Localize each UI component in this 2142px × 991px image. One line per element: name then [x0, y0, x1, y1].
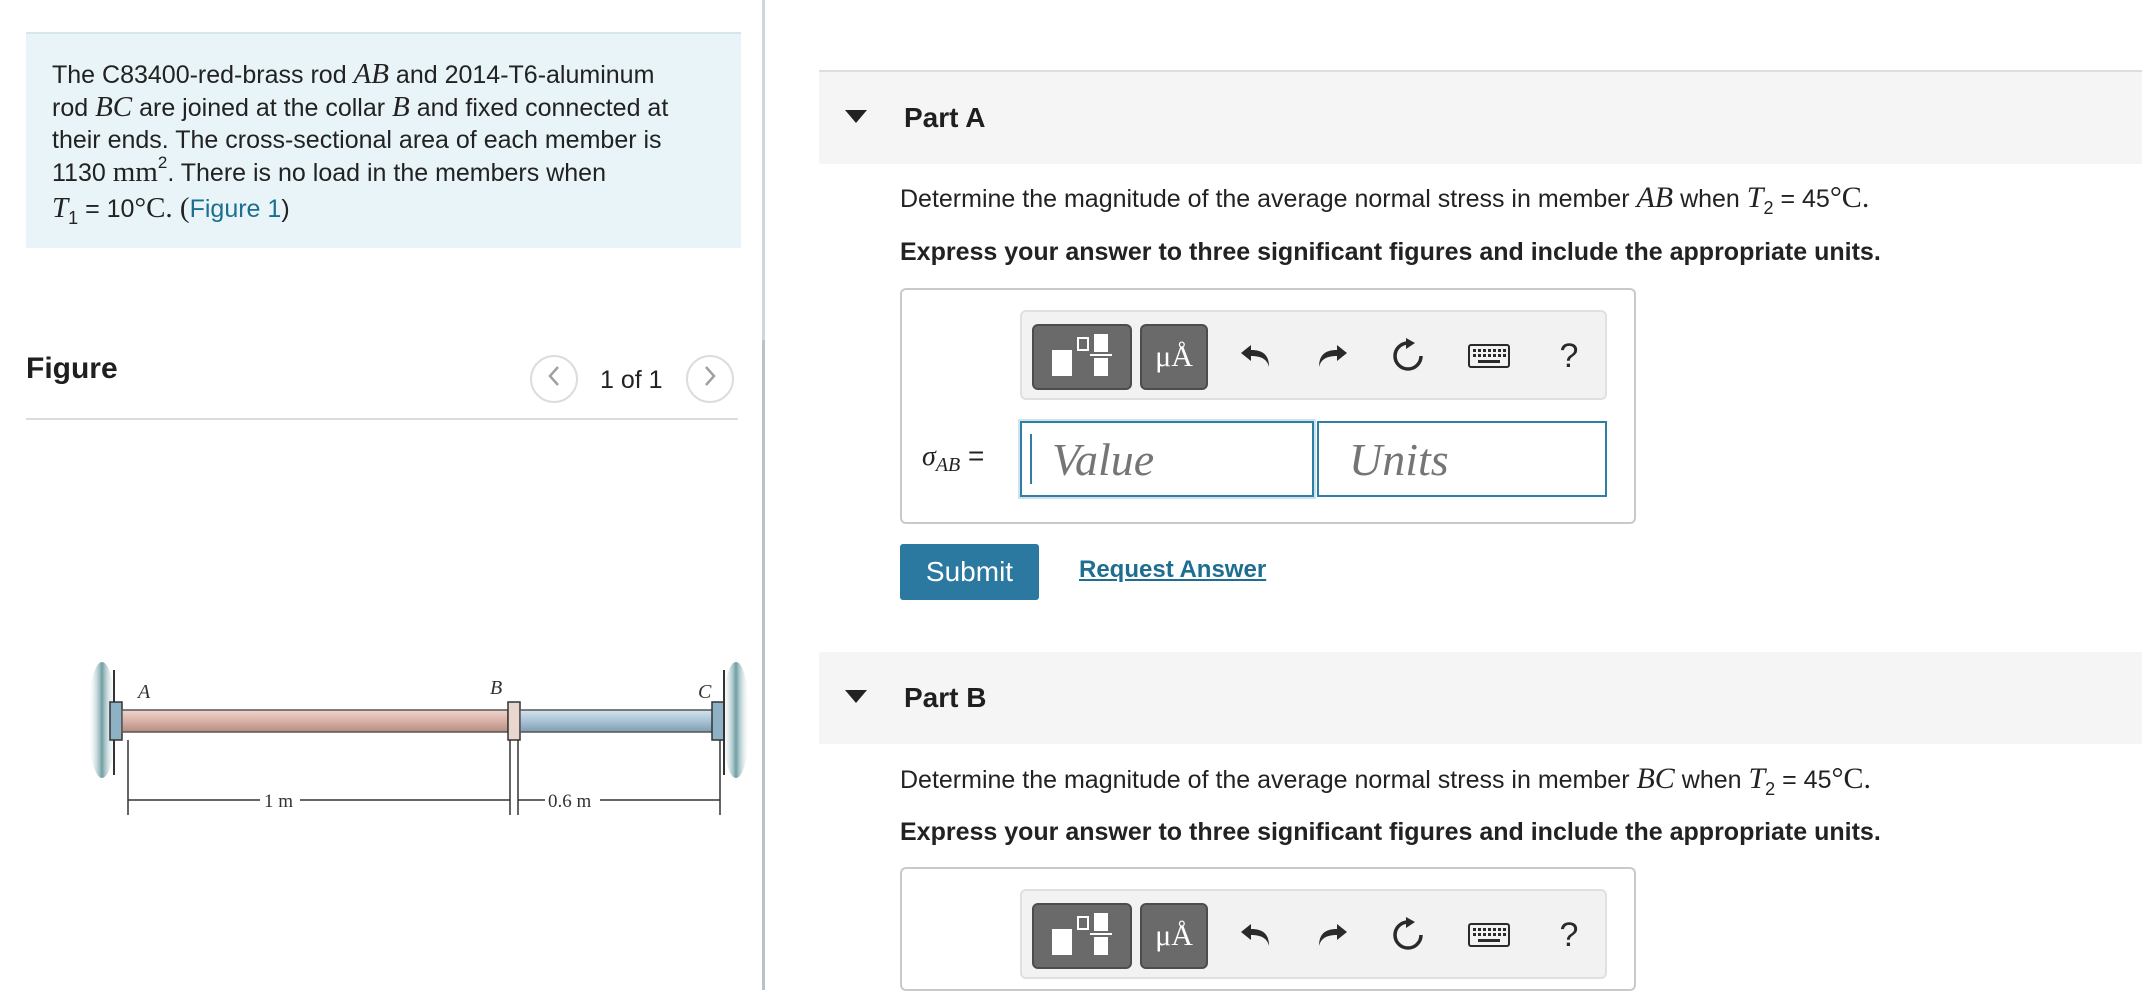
units-button[interactable]: μÅ	[1140, 903, 1208, 969]
figure-counter: 1 of 1	[600, 366, 663, 394]
part-b-title: Part B	[904, 682, 987, 713]
help-icon[interactable]: ?	[1559, 915, 1579, 954]
problem-text: rod	[52, 94, 96, 122]
next-figure-button[interactable]	[686, 355, 734, 403]
previous-figure-button[interactable]	[530, 355, 578, 403]
left-panel	[0, 0, 762, 990]
question-text: Determine the magnitude of the average normal stress in member	[900, 185, 1637, 213]
templates-icon	[1034, 375, 1130, 392]
temperature-symbol: T	[1748, 762, 1766, 795]
redo-icon[interactable]	[1308, 332, 1356, 380]
temperature-value: = 45	[1775, 766, 1832, 794]
templates-button[interactable]	[1032, 324, 1132, 390]
part-b-question	[900, 762, 1872, 799]
temperature-subscript: 1	[68, 208, 79, 228]
problem-text: their ends. The cross-sectional area of each member is	[52, 126, 662, 154]
label-a: A	[138, 681, 151, 703]
units-button[interactable]: μÅ	[1140, 324, 1208, 390]
dimension-lines	[128, 740, 720, 815]
part-a-header[interactable]	[819, 70, 2142, 164]
area-exponent: 2	[157, 153, 168, 172]
member-bc: BC	[1636, 762, 1675, 795]
part-b-header[interactable]	[819, 652, 2142, 744]
question-text: .	[1861, 181, 1870, 214]
label-b: B	[490, 677, 503, 699]
math-toolbar	[1020, 310, 1607, 400]
help-icon[interactable]: ?	[1559, 336, 1579, 375]
figure-heading: Figure	[26, 352, 118, 385]
sigma-ab-label	[922, 440, 985, 476]
temperature-value: = 10	[78, 195, 135, 223]
temperature-symbol: T	[1746, 181, 1764, 214]
left-wall	[88, 662, 122, 778]
temperature-unit: °C	[134, 192, 166, 224]
chevron-right-icon	[702, 362, 718, 396]
figure-divider	[26, 418, 738, 420]
column-divider-handle[interactable]	[762, 340, 765, 990]
temperature-subscript: 2	[1765, 779, 1776, 799]
label-c: C	[698, 681, 712, 703]
member-bc: BC	[95, 91, 133, 123]
temperature-symbol: T	[52, 192, 69, 224]
templates-icon	[1034, 954, 1130, 971]
units-input[interactable]	[1317, 421, 1607, 497]
member-ab: AB	[353, 58, 389, 90]
equals-sign: =	[960, 440, 985, 471]
redo-icon[interactable]	[1308, 911, 1356, 959]
sigma-subscript: AB	[935, 454, 961, 476]
submit-button[interactable]: Submit	[900, 544, 1039, 600]
part-a-answer-box	[900, 288, 1636, 524]
sigma-symbol: σ	[922, 441, 936, 472]
part-a-title: Part A	[904, 102, 986, 133]
aluminum-rod-bc	[520, 710, 720, 732]
figure-link[interactable]: Figure 1	[189, 195, 282, 223]
reset-icon[interactable]	[1384, 332, 1432, 380]
temperature-value: = 45	[1773, 185, 1830, 213]
math-toolbar	[1020, 889, 1607, 979]
problem-statement	[26, 32, 741, 248]
part-b-instruction: Express your answer to three significant figures and include the appropriate units.	[900, 818, 1881, 846]
area-value: 1130	[52, 159, 113, 187]
question-text: Determine the magnitude of the average normal stress in member	[900, 766, 1637, 794]
right-wall	[712, 662, 750, 778]
temperature-unit: °C	[1829, 181, 1862, 214]
reset-icon[interactable]	[1384, 911, 1432, 959]
temperature-unit: °C	[1831, 762, 1864, 795]
undo-icon[interactable]	[1232, 911, 1280, 959]
member-ab: AB	[1636, 181, 1674, 214]
problem-text: )	[281, 195, 290, 223]
brass-rod-ab	[122, 710, 508, 732]
question-text: .	[1863, 762, 1872, 795]
problem-text: . (	[165, 192, 190, 224]
part-b-answer-box	[900, 867, 1636, 991]
request-answer-link[interactable]: Request Answer	[1079, 556, 1267, 583]
temperature-subscript: 2	[1763, 198, 1774, 218]
part-a-instruction: Express your answer to three significant figures and include the appropriate units.	[900, 238, 1881, 266]
question-text: when	[1674, 766, 1749, 794]
value-input[interactable]	[1020, 421, 1314, 497]
problem-text: are joined at the collar	[132, 94, 393, 122]
question-text: when	[1673, 185, 1747, 213]
dimension-bc: 0.6 m	[548, 791, 592, 812]
collapse-triangle-icon[interactable]	[845, 110, 867, 123]
keyboard-icon[interactable]	[1460, 911, 1518, 959]
area-unit: mm	[112, 156, 158, 188]
text-caret	[1030, 434, 1032, 484]
undo-icon[interactable]	[1232, 332, 1280, 380]
problem-text: The C83400-red-brass rod	[52, 61, 354, 89]
problem-text: . There is no load in the members when	[167, 159, 606, 187]
problem-text: and fixed connected at	[409, 94, 669, 122]
collar-b	[508, 702, 520, 740]
rod-assembly-figure	[80, 650, 712, 840]
chevron-left-icon	[546, 362, 562, 396]
dimension-ab: 1 m	[264, 791, 294, 812]
collapse-triangle-icon[interactable]	[845, 690, 867, 703]
collar-b: B	[392, 91, 410, 123]
templates-button[interactable]	[1032, 903, 1132, 969]
part-a-question	[900, 181, 1870, 218]
problem-text: and 2014-T6-aluminum	[388, 61, 655, 89]
keyboard-icon[interactable]	[1460, 332, 1518, 380]
